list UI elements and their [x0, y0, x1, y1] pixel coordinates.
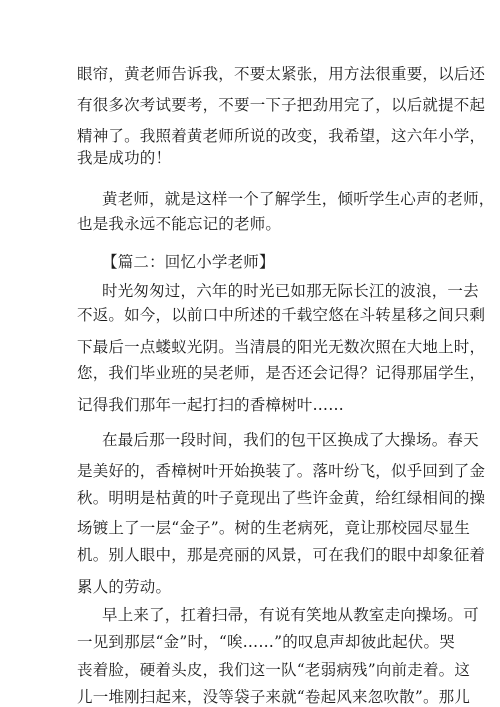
text-line: 有很多次考试要考，不要一下子把劲用完了，以后就提不起 — [77, 96, 486, 114]
text-line: 记得我们那年一起打扫的香樟树叶…… — [77, 396, 344, 414]
section-heading: 【篇二：回忆小学老师】 — [102, 253, 275, 271]
text-line: 丧着脸，硬着头皮，我们这一队“老弱病残”向前走着。这 — [77, 661, 471, 679]
text-line: 是美好的，香樟树叶开始换装了。落叶纷飞，似乎回到了金 — [77, 462, 486, 480]
text-line: 我是成功的！ — [77, 149, 172, 167]
text-line: 一见到那层“金”时，“唉……”的叹息声却彼此起伏。哭 — [77, 633, 455, 651]
text-line: 精神了。我照着黄老师所说的改变，我希望，这六年小学， — [77, 127, 486, 145]
text-line: 也是我永远不能忘记的老师。 — [77, 215, 282, 233]
text-line: 黄老师，就是这样一个了解学生，倾听学生心声的老师， — [102, 190, 495, 208]
text-line: 累人的劳动。 — [77, 578, 172, 596]
text-line: 时光匆匆过，六年的时光已如那无际长江的波浪，一去 — [102, 282, 479, 300]
text-line: 您，我们毕业班的吴老师，是否还会记得？记得那届学生， — [77, 364, 486, 382]
text-line: 秋。明明是枯黄的叶子竟现出了些许金黄，给红绿相间的操 — [77, 489, 486, 507]
text-line: 不返。如今，以前口中所述的千载空悠在斗转星移之间只剩 — [77, 306, 486, 324]
text-line: 机。别人眼中，那是亮丽的风景，可在我们的眼中却象征着 — [77, 546, 486, 564]
text-line: 下最后一点蝼蚁光阴。当清晨的阳光无数次照在大地上时， — [77, 338, 486, 356]
text-line: 在最后那一段时间，我们的包干区换成了大操场。春天 — [102, 431, 479, 449]
text-line: 早上来了，扛着扫帚，有说有笑地从教室走向操场。可 — [102, 606, 479, 624]
text-line: 眼帘，黄老师告诉我，不要太紧张，用方法很重要，以后还 — [77, 65, 486, 83]
text-line: 场镀上了一层“金子”。树的生老病死，竟让那校园尽显生 — [77, 519, 471, 537]
text-line: 儿一堆刚扫起来，没等袋子来就“卷起风来忽吹散”。那儿 — [77, 688, 471, 706]
